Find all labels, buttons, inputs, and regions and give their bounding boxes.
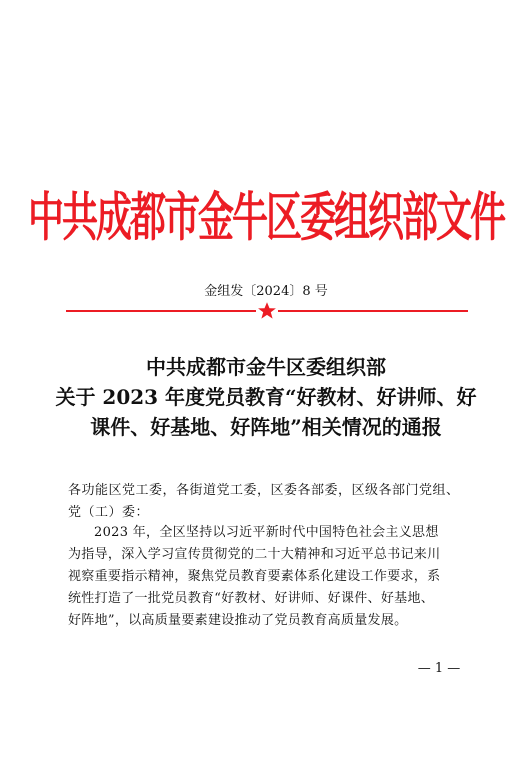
addressee-line-2: 党（工）委： — [68, 505, 150, 520]
title-line-1: 中共成都市金牛区委组织部 — [146, 355, 386, 379]
body-line-5: 好阵地”，以高质量要素建设推动了党员教育高质量发展。 — [68, 613, 408, 628]
star-icon — [257, 301, 277, 321]
red-header-title: 中共成都市金牛区委组织部文件 — [28, 187, 505, 248]
title-line-2: 关于 2023 年度党员教育“好教材、好讲师、好 — [55, 385, 477, 409]
red-rule-right — [278, 310, 468, 312]
red-rule-left — [66, 310, 256, 312]
title-line-3: 课件、好基地、好阵地”相关情况的通报 — [90, 415, 442, 439]
body-line-3: 视察重要指示精神，聚焦党员教育要素体系化建设工作要求，系 — [68, 569, 441, 584]
body-line-2: 为指导，深入学习宣传贯彻党的二十大精神和习近平总书记来川 — [68, 547, 441, 562]
body-line-1: 2023 年，全区坚持以习近平新时代中国特色社会主义思想 — [94, 525, 439, 540]
document-number: 金组发〔2024〕8 号 — [204, 284, 328, 299]
addressee — [68, 480, 468, 524]
body-paragraph — [68, 522, 468, 632]
addressee-line-1: 各功能区党工委，各街道党工委，区委各部委，区级各部门党组、 — [68, 483, 460, 498]
page-number: — 1 — — [417, 661, 461, 676]
document-title — [50, 352, 482, 442]
body-line-4: 统性打造了一批党员教育“好教材、好讲师、好课件、好基地、 — [68, 591, 435, 606]
